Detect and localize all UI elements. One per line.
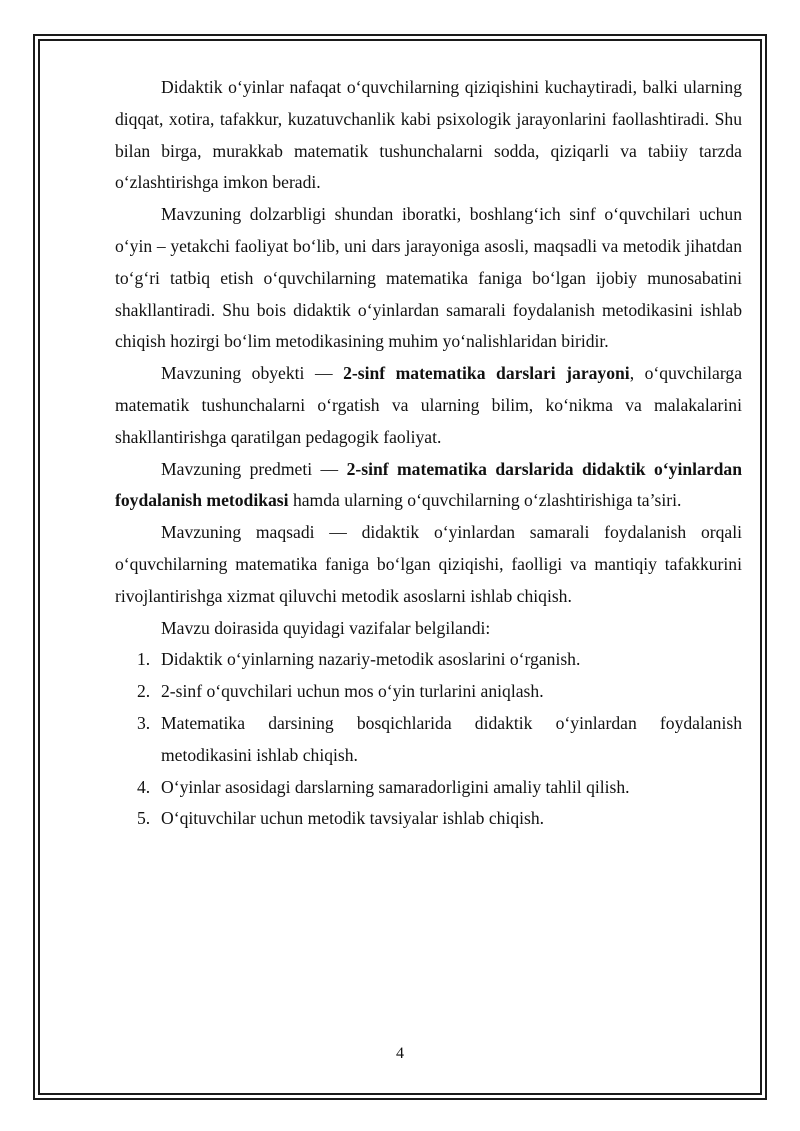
object-intro: Mavzuning obyekti — xyxy=(161,363,344,384)
subject-intro: Mavzuning predmeti — xyxy=(161,458,347,479)
page-number: 4 xyxy=(396,1045,404,1062)
list-item xyxy=(115,803,742,835)
list-item-text: 2-sinf o‘quvchilari uchun mos o‘yin turlarini aniqlash. xyxy=(161,681,544,702)
list-item-number: 5. xyxy=(137,808,151,829)
list-item-number: 2. xyxy=(137,681,151,702)
paragraph-goal: Mavzuning maqsadi — didaktik o‘yinlardan samarali foydalanish orqali o‘quvchilarning matematika faniga bo‘lgan qiziqishi, faolligi va mantiqiy tafakkurini rivojlantirishga xizmat qiluvchi metodik asoslarni ishlab chiqish. xyxy=(115,522,742,606)
paragraph-object xyxy=(115,358,742,453)
object-rest: , o‘quvchilarga matematik tushunchalarni o‘rgatish va ularning bilim, ko‘nikma va malakalarini shakllantirishga qaratilgan pedagogik faoliyat. xyxy=(115,363,743,447)
list-item-number: 1. xyxy=(137,649,151,670)
list-item-text: O‘qituvchilar uchun metodik tavsiyalar ishlab chiqish. xyxy=(161,808,545,829)
subject-bold: 2-sinf matematika darslarida didaktik o‘yinlardan foydalanish metodikasi xyxy=(115,458,742,511)
tasks-list xyxy=(115,644,742,835)
paragraph-tasks-intro: Mavzu doirasida quyidagi vazifalar belgilandi: xyxy=(161,617,491,638)
paragraph-subject xyxy=(115,454,742,518)
list-item-text: Didaktik o‘yinlarning nazariy-metodik asoslarini o‘rganish. xyxy=(161,649,581,670)
list-item xyxy=(115,676,742,708)
document-body xyxy=(115,72,742,835)
list-item xyxy=(115,644,742,676)
list-item xyxy=(115,708,742,772)
list-item xyxy=(115,772,742,804)
paragraph-relevance: Mavzuning dolzarbligi shundan iboratki, boshlang‘ich sinf o‘quvchilari uchun o‘yin – yetakchi faoliyat bo‘lib, uni dars jarayoniga asosli, maqsadli va metodik jihatdan to‘g‘ri tatbiq etish o‘quvchilarning matematika faniga bo‘lgan ijobiy munosabatini shakllantiradi. Shu bois didaktik o‘yinlardan samarali foydalanish metodikasini ishlab chiqish hozirgi bo‘lim metodikasining muhim yo‘nalishlaridan biridir. xyxy=(115,204,742,352)
list-item-number: 4. xyxy=(137,776,151,797)
object-bold: 2-sinf matematika darslari jarayoni xyxy=(343,363,630,384)
paragraph-didactic-games: Didaktik o‘yinlar nafaqat o‘quvchilarning qiziqishini kuchaytiradi, balki ularning diqqat, xotira, tafakkur, kuzatuvchanlik kabi psixologik jarayonlarini faollashtiradi. Shu bilan birga, murakkab matematik tushunchalarni sodda, qiziqarli va tabiiy tarzda o‘zlashtirishga imkon beradi. xyxy=(115,77,742,193)
list-item-text: Matematika darsining bosqichlarida didaktik o‘yinlardan foydalanish metodikasini ishlab chiqish. xyxy=(161,712,742,765)
list-item-text: O‘yinlar asosidagi darslarning samaradorligini amaliy tahlil qilish. xyxy=(161,776,630,797)
subject-rest: hamda ularning o‘quvchilarning o‘zlashtirishiga ta’siri. xyxy=(288,490,682,511)
list-item-number: 3. xyxy=(137,712,151,733)
